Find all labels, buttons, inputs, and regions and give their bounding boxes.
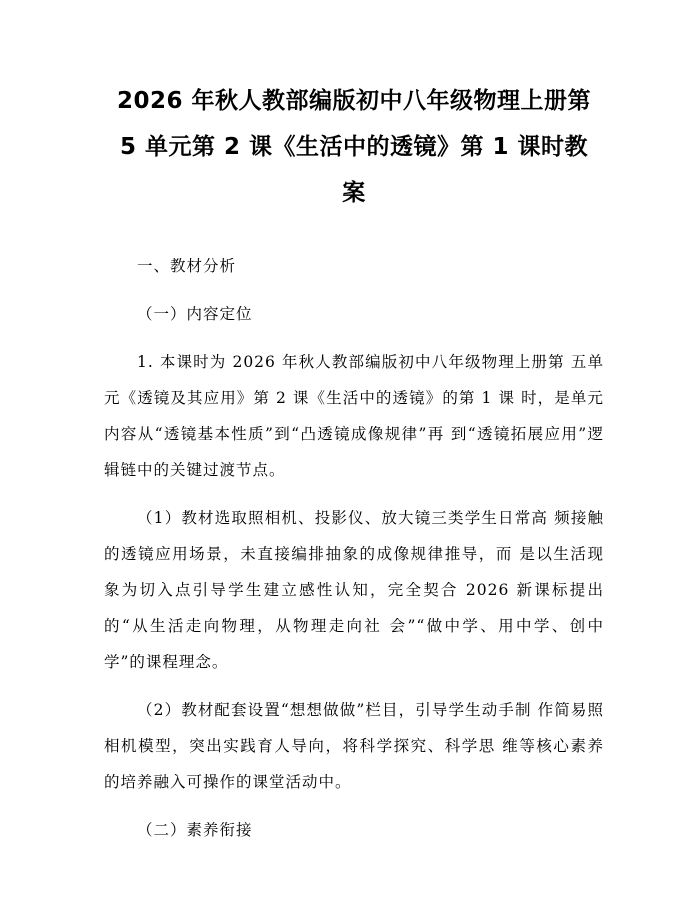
document-title xyxy=(104,78,604,216)
paragraph-2-line-5: 会”“做中学、用中学、创中学”的课程理念。 xyxy=(104,617,604,671)
paragraph-1 xyxy=(104,344,604,488)
paragraph-2 xyxy=(104,500,604,680)
paragraph-2-line-4: 2026 新课标提出的“从生活走向物理，从物理走向社 xyxy=(104,581,604,635)
paragraph-1-line-1: 1. 本课时为 2026 年秋人教部编版初中八年级物理上册第 xyxy=(137,353,565,371)
paragraph-2-line-1: （1）教材选取照相机、投影仪、放大镜三类学生日常高 xyxy=(137,509,549,527)
paragraph-3-line-1: （2）教材配套设置“想想做做”栏目，引导学生动手制 xyxy=(137,701,532,719)
paragraph-1-line-3: 时，是单元内容从“透镜基本性质”到“凸透镜成像规律”再 xyxy=(104,389,604,443)
subsection-heading-content-positioning: （一）内容定位 xyxy=(137,305,253,323)
subsection-heading-literacy-connection: （二）素养衔接 xyxy=(137,821,253,839)
title-line-1: 2026 年秋人教部编版初中八年级物理上册第 xyxy=(116,88,592,114)
title-line-3: 案 xyxy=(342,180,366,206)
paragraph-1-line-4: 到“透镜拓展应用”逻辑链中的关键过渡节点。 xyxy=(104,425,604,479)
section-heading-teaching-material-analysis: 一、教材分析 xyxy=(137,257,237,275)
paragraph-2-line-3: 是以生活现象为切入点引导学生建立感性认知，完全契合 xyxy=(104,545,604,599)
paragraph-1-line-2: 五单元《透镜及其应用》第 2 课《生活中的透镜》的第 1 课 xyxy=(104,353,604,407)
title-line-2: 5 单元第 2 课《生活中的透镜》第 1 课时教 xyxy=(119,134,589,160)
paragraph-3-line-3: 维等核心素养的培养融入可操作的课堂活动中。 xyxy=(104,737,604,791)
paragraph-3-line-2: 作简易照相机模型，突出实践育人导向，将科学探究、科学思 xyxy=(104,701,604,755)
paragraph-3 xyxy=(104,692,604,800)
paragraph-2-line-2: 频接触的透镜应用场景，未直接编排抽象的成像规律推导，而 xyxy=(104,509,604,563)
